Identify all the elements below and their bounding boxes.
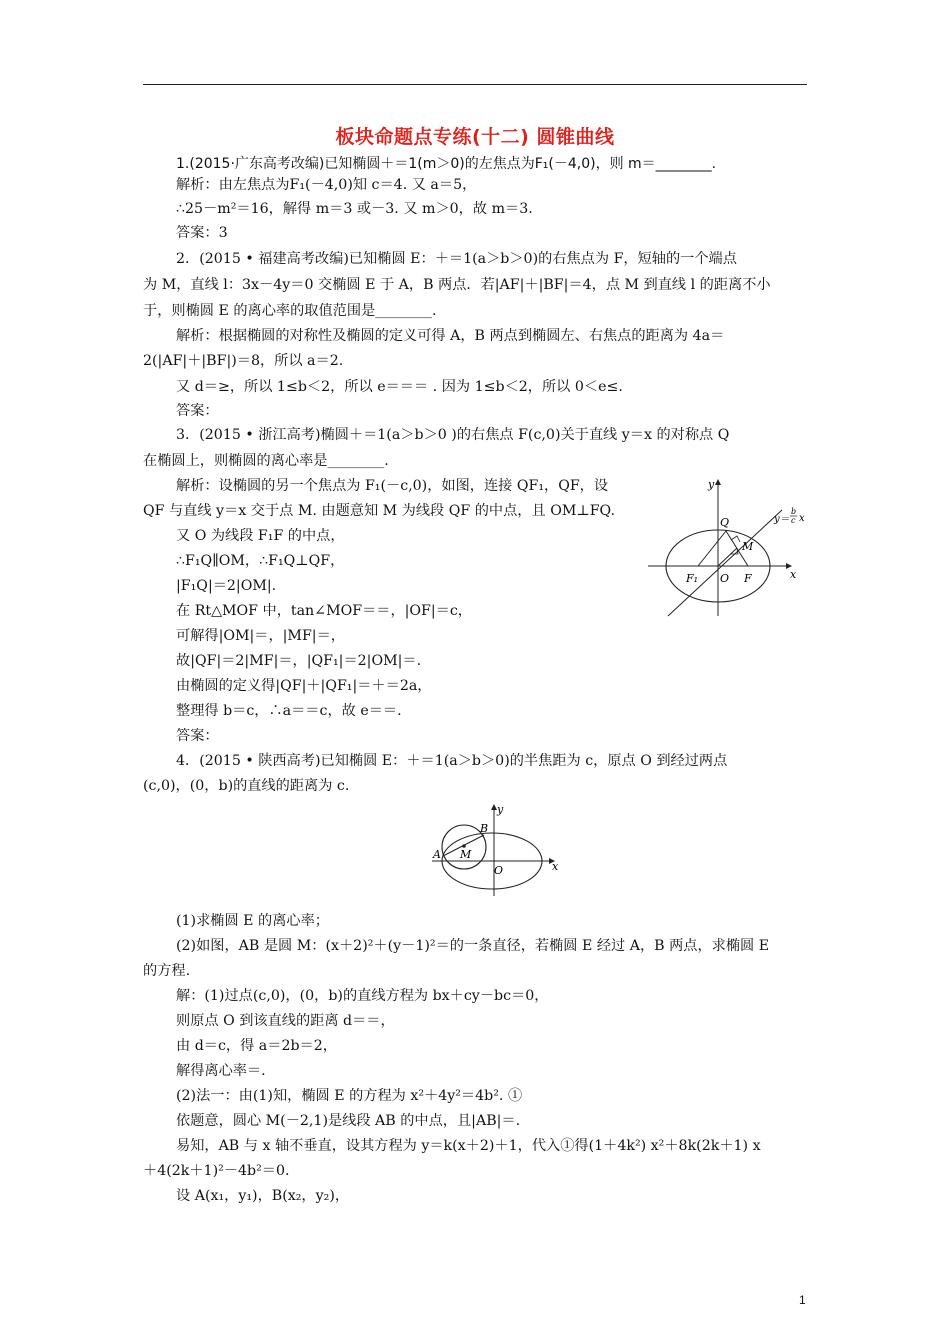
- q3-analysis-line: ∴F₁Q∥OM，∴F₁Q⊥QF，: [176, 553, 345, 569]
- q3-analysis-line: QF 与直线 y＝x 交于点 M. 由题意知 M 为线段 QF 的中点，且 OM⊥FQ.: [143, 503, 615, 519]
- point-m-label: M: [742, 540, 754, 553]
- point-f1-label: F₁: [686, 572, 699, 585]
- q3-analysis-line: 在 Rt△MOF 中，tan∠MOF＝＝，|OF|＝c，: [176, 603, 472, 619]
- point-f-label: F: [744, 572, 752, 585]
- page-number: 1: [799, 1293, 806, 1307]
- segment-om: [718, 548, 737, 566]
- q1-analysis-line: ∴25－m²＝16，解得 m＝3 或－3. 又 m＞0，故 m＝3.: [176, 201, 533, 217]
- q4-solution-line: 设 A(x₁，y₁)，B(x₂，y₂)，: [176, 1188, 350, 1204]
- point-m-label: M: [460, 848, 472, 861]
- q2-analysis-line: 2(|AF|＋|BF|)＝8，所以 a＝2.: [143, 353, 344, 369]
- q4-solution-line: ＋4(2k＋1)²－4b²＝0.: [143, 1163, 290, 1179]
- header-rule: [143, 84, 807, 85]
- segment-qf1: [698, 531, 726, 566]
- q1-answer: 答案：3: [176, 225, 228, 241]
- q4-solution-line: 则原点 O 到该直线的距离 d＝＝，: [176, 1013, 395, 1029]
- point-a-label: A: [433, 848, 441, 861]
- q4-part1: (1)求椭圆 E 的离心率；: [176, 913, 329, 929]
- q2-analysis-line: 解析：根据椭圆的对称性及椭圆的定义可得 A，B 两点到椭圆左、右焦点的距离为 4a＝: [176, 328, 725, 344]
- y-axis-arrow-icon: [715, 479, 721, 485]
- q2-answer: 答案：: [176, 403, 219, 419]
- ellipse-circle-figure: [424, 798, 564, 898]
- origin-label: O: [494, 864, 504, 877]
- q4-stem: 4．(2015 • 陕西高考)已知椭圆 E：＋＝1(a＞b＞0)的半焦距为 c，原点 O 到经过两点: [176, 753, 728, 769]
- q2-stem: 于，则椭圆 E 的离心率的取值范围是________.: [143, 303, 437, 319]
- q1-stem: 1.(2015·广东高考改编)已知椭圆＋＝1(m＞0)的左焦点为F₁(－4,0)，则 m＝________.: [176, 156, 717, 172]
- page-title: 板块命题点专练(十二) 圆锥曲线: [335, 126, 615, 148]
- q4-solution-line: 解：(1)过点(c,0)，(0，b)的直线方程为 bx＋cy－bc＝0，: [176, 988, 549, 1004]
- q4-part2: (2)如图，AB 是圆 M：(x＋2)²＋(y－1)²＝的一条直径，若椭圆 E 经过 A，B 两点，求椭圆 E: [176, 938, 770, 954]
- x-axis-label: x: [790, 568, 797, 581]
- q4-solution-line: 解得离心率＝.: [176, 1063, 266, 1079]
- line-label-denominator: c: [791, 516, 796, 525]
- q4-solution-line: (2)法一：由(1)知，椭圆 E 的方程为 x²＋4y²＝4b². ①: [176, 1088, 523, 1104]
- x-axis-label: x: [552, 860, 559, 873]
- q3-answer: 答案：: [176, 728, 219, 744]
- q4-part2: 的方程.: [143, 963, 191, 979]
- line-label-numerator: b: [791, 507, 797, 516]
- q3-analysis-line: |F₁Q|＝2|OM|.: [176, 578, 277, 594]
- q2-analysis-line: 又 d＝≥，所以 1≤b＜2，所以 e＝＝＝ . 因为 1≤b＜2，所以 0＜e≤.: [176, 379, 623, 395]
- point-b-label: B: [480, 822, 489, 835]
- q4-solution-line: 由 d＝c，得 a＝2b＝2，: [176, 1038, 337, 1054]
- q3-analysis-line: 可解得|OM|＝，|MF|＝，: [176, 628, 345, 644]
- q3-analysis-line: 解析：设椭圆的另一个焦点为 F₁(－c,0)，如图，连接 QF₁，QF，设: [176, 478, 609, 494]
- q3-analysis-line: 整理得 b＝c，∴a＝＝c，故 e＝＝.: [176, 703, 402, 719]
- q2-stem: 为 M，直线 l：3x－4y＝0 交椭圆 E 于 A，B 两点．若|AF|＋|BF|＝4，点 M 到直线 l 的距离不小: [143, 277, 771, 293]
- q3-analysis-line: 又 O 为线段 F₁F 的中点，: [176, 528, 345, 544]
- q2-stem: 2．(2015 • 福建高考改编)已知椭圆 E：＋＝1(a＞b＞0)的右焦点为 F，短轴的一个端点: [176, 251, 737, 267]
- q3-stem: 在椭圆上，则椭圆的离心率是________.: [143, 453, 389, 469]
- q1-analysis-line: 解析：由左焦点为F₁(－4,0)知 c＝4. 又 a＝5，: [176, 177, 477, 193]
- line-label-x: x: [799, 513, 805, 524]
- ellipse-symmetry-figure: [640, 474, 810, 620]
- point-q-label: Q: [720, 516, 730, 529]
- q3-analysis-line: 由椭圆的定义得|QF|＋|QF₁|＝＋＝2a，: [176, 678, 432, 694]
- line-label: y＝: [774, 514, 790, 525]
- y-axis-label: y: [708, 478, 715, 491]
- q4-solution-line: 易知，AB 与 x 轴不垂直，设其方程为 y＝k(x＋2)＋1，代入①得(1＋4k²) x²＋8k(2k＋1) x: [176, 1138, 761, 1154]
- origin-label: O: [720, 572, 730, 585]
- y-axis-label: y: [497, 803, 504, 816]
- q3-stem: 3．(2015 • 浙江高考)椭圆＋＝1(a＞b＞0 )的右焦点 F(c,0)关于直线 y＝x 的对称点 Q: [176, 427, 730, 443]
- q3-analysis-line: 故|QF|＝2|MF|＝，|QF₁|＝2|OM|＝.: [176, 653, 422, 669]
- q4-stem: (c,0)，(0，b)的直线的距离为 c.: [143, 778, 350, 794]
- q4-solution-line: 依题意，圆心 M(－2,1)是线段 AB 的中点，且|AB|＝.: [176, 1113, 521, 1129]
